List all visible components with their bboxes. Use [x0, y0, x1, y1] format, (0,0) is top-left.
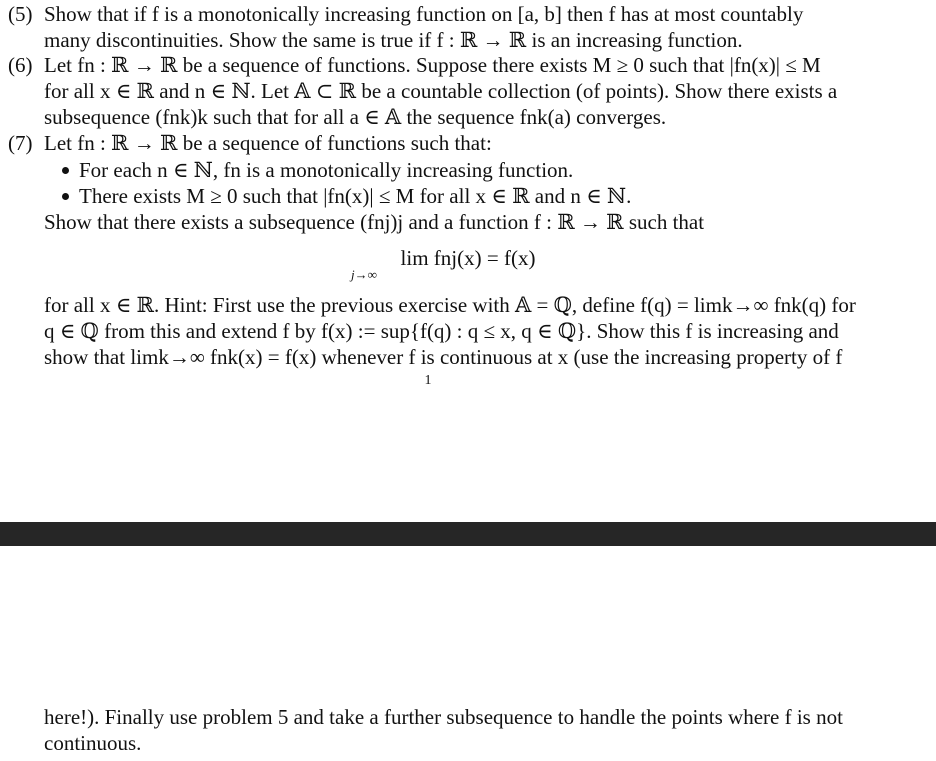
limit-equation-text: lim fnj(x) = f(x): [400, 246, 536, 270]
page-divider: [0, 522, 936, 546]
problem-7-line-4: q ∈ ℚ from this and extend f by f(x) := sup{f(q) : q ≤ x, q ∈ ℚ}. Show this f is increasing and: [44, 319, 839, 343]
problem-7-bullet-1: [62, 157, 573, 183]
problem-5-line-1: Show that if f is a monotonically increasing function on [a, b] then f has at most countably: [44, 2, 804, 26]
limit-equation: [0, 245, 936, 271]
problem-7-line-1: Let fn : ℝ → ℝ be a sequence of functions such that:: [44, 131, 492, 155]
page-2-fragment: [0, 546, 936, 761]
problem-5-line-2: many discontinuities. Show the same is true if f : ℝ → ℝ is an increasing function.: [44, 28, 743, 52]
bullet-icon: [62, 167, 69, 174]
page-2-line-1: here!). Finally use problem 5 and take a further subsequence to handle the points where f is not: [44, 705, 843, 729]
page-2-line-2: continuous.: [44, 731, 142, 755]
problem-6-line-1: Let fn : ℝ → ℝ be a sequence of functions. Suppose there exists M ≥ 0 such that |fn(x)| ≤ M: [44, 53, 821, 77]
bullet-1-text: For each n ∈ ℕ, fn is a monotonically increasing function.: [79, 158, 574, 182]
limit-subscript: j→∞: [351, 267, 377, 282]
page-number: 1: [424, 373, 432, 388]
problem-6-line-2: for all x ∈ ℝ and n ∈ ℕ. Let 𝔸 ⊂ ℝ be a countable collection (of points). Show there exists a: [44, 79, 838, 103]
problem-7-line-2: Show that there exists a subsequence (fnj)j and a function f : ℝ → ℝ such that: [44, 210, 705, 234]
bullet-2-text: There exists M ≥ 0 such that |fn(x)| ≤ M for all x ∈ ℝ and n ∈ ℕ.: [79, 184, 632, 208]
problem-7-line-3: for all x ∈ ℝ. Hint: First use the previous exercise with 𝔸 = ℚ, define f(q) = limk→∞ fnk(q) for: [44, 293, 856, 317]
problem-6-line-3: subsequence (fnk)k such that for all a ∈ 𝔸 the sequence fnk(a) converges.: [44, 105, 667, 129]
problem-6-number: (6): [8, 53, 33, 77]
bullet-icon: [62, 193, 69, 200]
problem-5-number: (5): [8, 2, 33, 26]
problem-7-line-5: show that limk→∞ fnk(x) = f(x) whenever f is continuous at x (use the increasing property of f: [44, 345, 843, 369]
problem-7-bullet-2: [62, 183, 631, 209]
problem-7-number: (7): [8, 131, 33, 155]
